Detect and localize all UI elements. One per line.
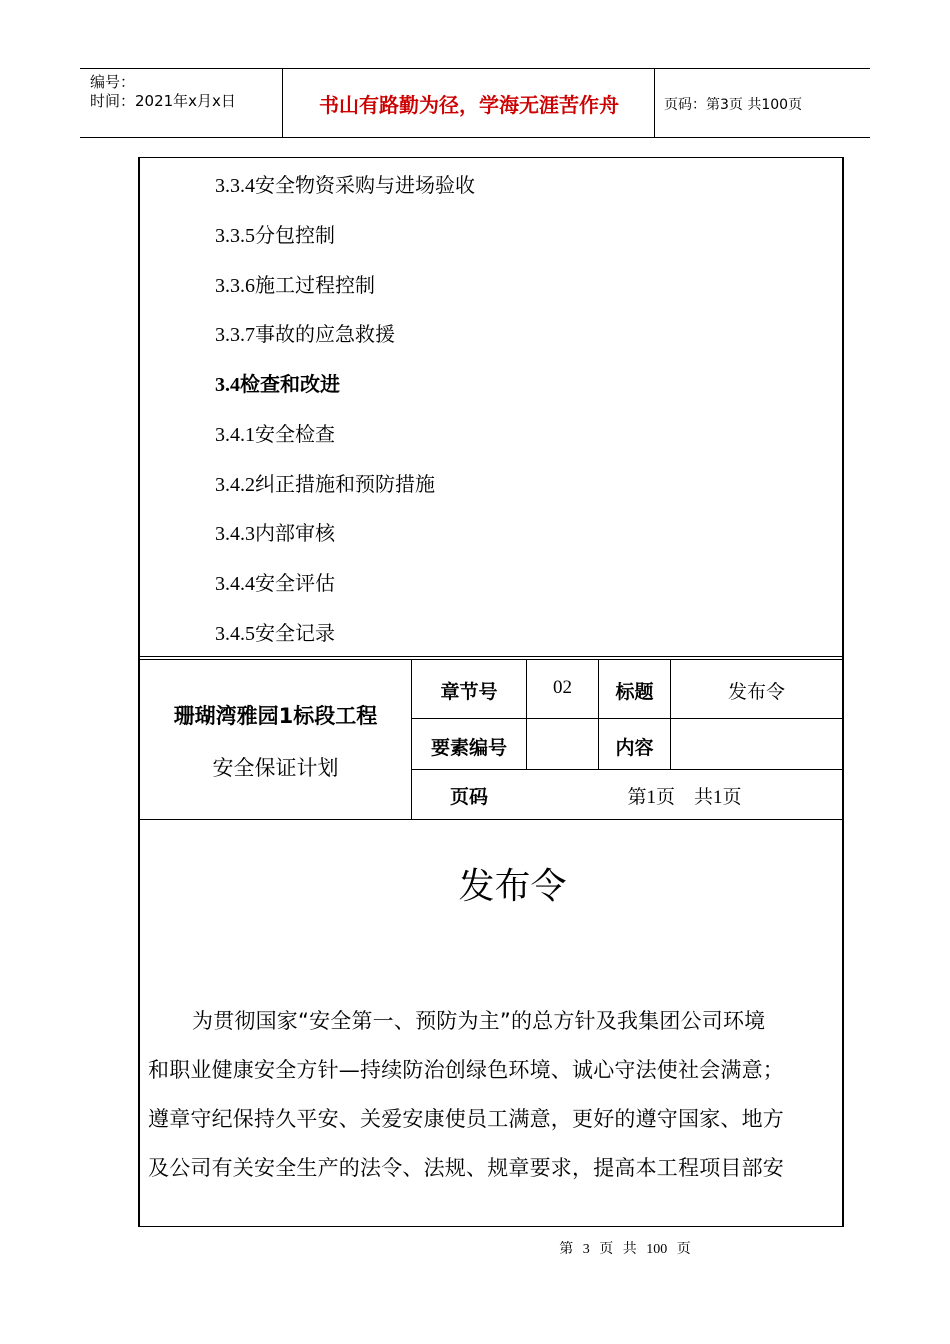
project-name: 珊瑚湾雅园1标段工程 [173, 704, 378, 728]
table-border [670, 659, 671, 769]
page-value: 第1页 共1页 [627, 787, 742, 808]
paragraph-line: 遵章守纪保持久平安、关爱安康使员工满意，更好的遵守国家、地方 [148, 1107, 784, 1131]
header-meta [90, 73, 236, 111]
chapter-value: 02 [553, 677, 572, 698]
toc-item: 3.3.4安全物资采购与进场验收 [215, 173, 475, 197]
header-time: 时间：2021年x月x日 [90, 92, 236, 110]
table-border [140, 819, 842, 820]
table-border [412, 769, 842, 770]
toc-item: 3.3.6施工过程控制 [215, 273, 375, 297]
toc-item: 3.4.2纠正措施和预防措施 [215, 472, 435, 496]
header-divider [654, 69, 655, 137]
header-page-info: 页码：第3页 共100页 [664, 97, 803, 113]
title-value: 发布令 [727, 681, 785, 703]
header-number: 编号： [90, 73, 136, 91]
table-border [140, 659, 842, 660]
toc-item: 3.4.3内部审核 [215, 521, 335, 545]
table-border [526, 659, 527, 769]
page-footer: 第 3 页 共 100 页 [559, 1242, 691, 1257]
header-motto: 书山有路勤为径，学海无涯苦作舟 [319, 93, 619, 117]
toc-item: 3.4.4安全评估 [215, 571, 335, 595]
page-header [80, 68, 870, 138]
chapter-label: 章节号 [440, 681, 498, 703]
toc-item: 3.3.5分包控制 [215, 223, 335, 247]
content-label: 内容 [615, 737, 654, 759]
page-label: 页码 [449, 786, 488, 808]
toc-item: 3.3.7事故的应急救援 [215, 322, 395, 346]
title-label: 标题 [615, 681, 654, 703]
table-border [140, 656, 842, 657]
document-title: 发布令 [458, 866, 567, 907]
toc-item: 3.4.1安全检查 [215, 422, 335, 446]
plan-name: 安全保证计划 [212, 756, 339, 780]
table-border [412, 718, 842, 719]
paragraph-line: 为贯彻国家“安全第一、预防为主”的总方针及我集团公司环境 [192, 1009, 766, 1033]
paragraph-line: 及公司有关安全生产的法令、法规、规章要求，提高本工程项目部安 [148, 1156, 784, 1180]
toc-item: 3.4.5安全记录 [215, 621, 335, 645]
element-label: 要素编号 [430, 737, 507, 759]
toc-section-heading: 3.4检查和改进 [215, 372, 340, 396]
paragraph-line: 和职业健康安全方针—持续防治创绿色环境、诚心守法使社会满意； [148, 1058, 784, 1082]
